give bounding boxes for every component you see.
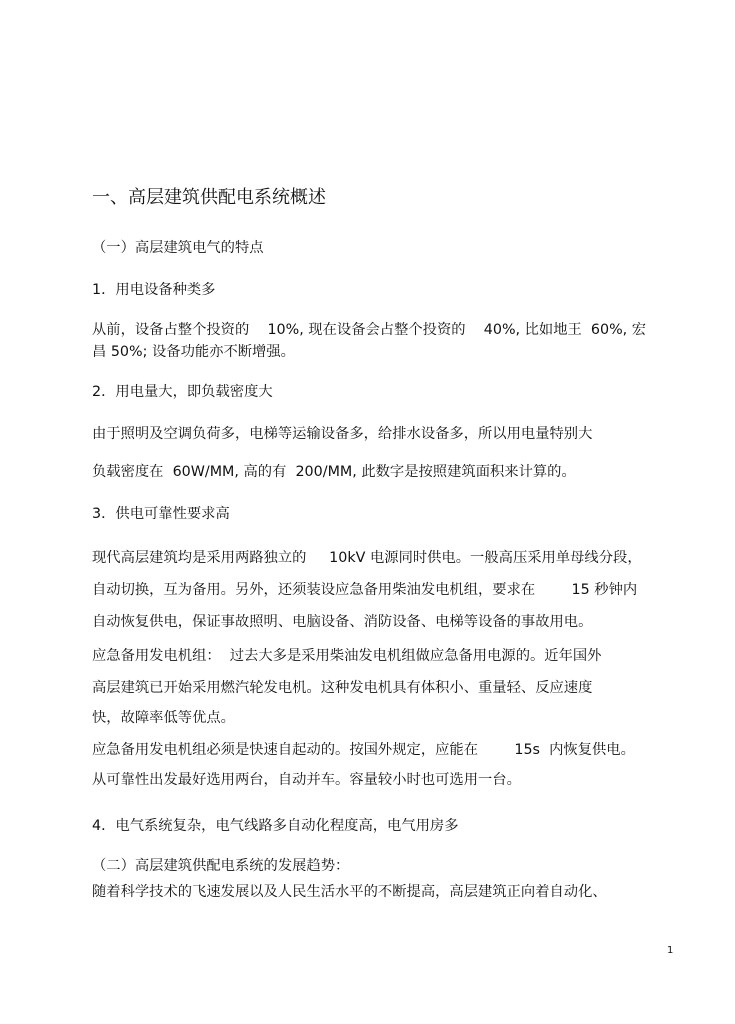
- page-number: 1: [667, 945, 674, 956]
- paragraph-line: 快，故障率低等优点。: [92, 710, 235, 726]
- item-heading-many-devices: 1．用电设备种类多: [92, 282, 216, 298]
- paragraph-line: 从可靠性出发最好选用两台，自动并车。容量较小时也可选用一台。: [92, 772, 521, 788]
- item-heading-reliability: 3．供电可靠性要求高: [92, 506, 230, 522]
- paragraph-line: 由于照明及空调负荷多，电梯等运输设备多，给排水设备多，所以用电量特别大: [92, 426, 593, 442]
- paragraph-line: 现代高层建筑均是采用两路独立的 10kV 电源同时供电。一般高压采用单母线分段，: [92, 550, 642, 566]
- section-heading-trends: （二）高层建筑供配电系统的发展趋势：: [92, 858, 350, 874]
- paragraph-line: 高层建筑已开始采用燃汽轮发电机。这种发电机具有体积小、重量轻、反应速度: [92, 680, 593, 696]
- paragraph-line: 负载密度在 60W/MM, 高的有 200/MM, 此数字是按照建筑面积来计算的。: [92, 464, 576, 480]
- paragraph-line: 从前，设备占整个投资的 10%, 现在设备会占整个投资的 40%, 比如地王 60%, 宏: [92, 322, 647, 338]
- paragraph-line: 自动切换，互为备用。另外，还须装设应急备用柴油发电机组，要求在 15 秒钟内: [92, 582, 638, 598]
- item-heading-large-load: 2．用电量大，即负载密度大: [92, 384, 273, 400]
- paragraph-line: 昌 50%; 设备功能亦不断增强。: [92, 344, 295, 360]
- paragraph-line: 随着科学技术的飞速发展以及人民生活水平的不断提高，高层建筑正向着自动化、: [92, 884, 607, 900]
- document-title: 一、高层建筑供配电系统概述: [92, 187, 326, 208]
- paragraph-line: 应急备用发电机组必须是快速自起动的。按国外规定，应能在 15s 内恢复供电。: [92, 742, 635, 758]
- paragraph-line: 应急备用发电机组： 过去大多是采用柴油发电机组做应急备用电源的。近年国外: [92, 648, 602, 664]
- item-heading-complex-system: 4．电气系统复杂，电气线路多自动化程度高，电气用房多: [92, 818, 459, 834]
- section-heading-characteristics: （一）高层建筑电气的特点: [92, 240, 264, 256]
- paragraph-line: 自动恢复供电，保证事故照明、电脑设备、消防设备、电梯等设备的事故用电。: [92, 614, 593, 630]
